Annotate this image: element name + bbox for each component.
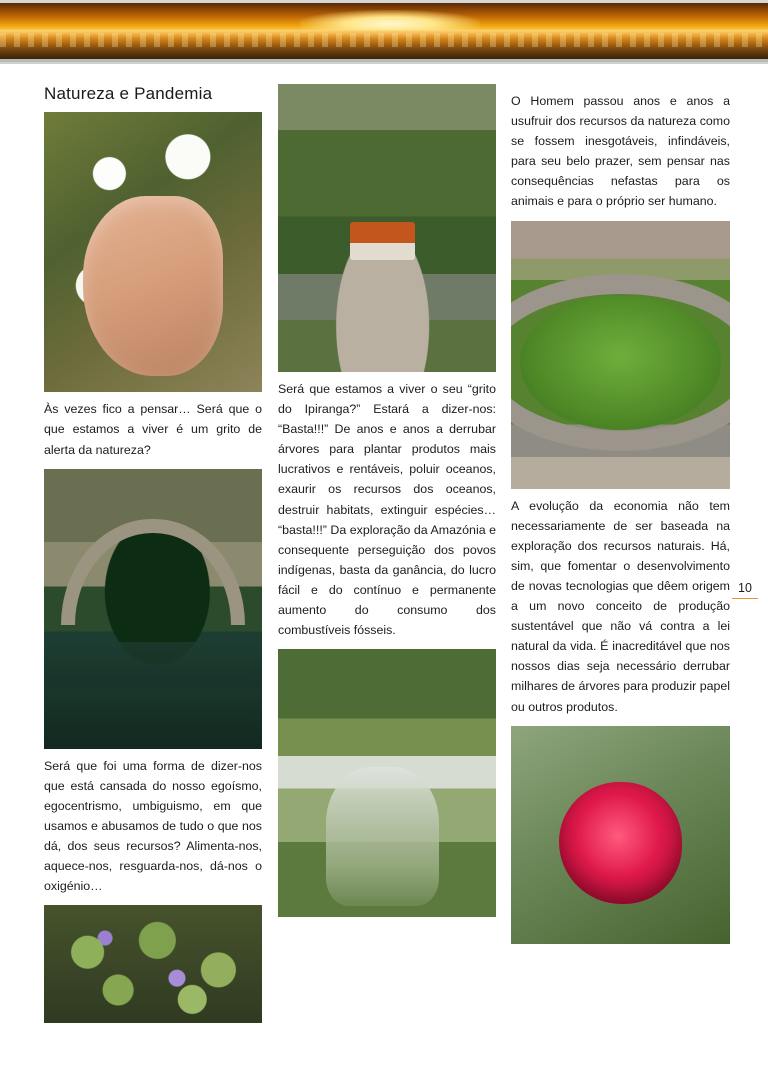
red-rose-photo: [511, 726, 730, 944]
hand-touching-daisies-photo: [44, 112, 262, 392]
column-left: [44, 84, 262, 1029]
paragraph-col3-1: O Homem passou anos e anos a usufruir dos recursos da natureza como se fossem inesgotáveis, infindáveis, para seu belo prazer, sem pensar nas consequências nefastas para os animais e para o próprio ser humano.: [511, 94, 730, 209]
page-content: [0, 62, 768, 1086]
algae-covered-pond-photo: [511, 221, 730, 489]
paragraph-col3-2: A evolução da economia não tem necessariamente de ser baseada na exploração dos recursos naturais. Há, sim, que fomentar o desenvolvimento de novas tecnologias que dêem origem a um novo conceito de produção sustentável que não vá contra a lei natural da vida. É inacreditável que nos nossos dias seja necessário derrubar milhares de árvores para produzir papel ou outros produtos.: [511, 498, 731, 714]
page-number-rule: [732, 598, 758, 599]
paragraph-col1-1: Às vezes fico a pensar… Será que o que estamos a viver é um grito de alerta da natureza?: [44, 402, 262, 457]
green-valley-with-house-photo: [278, 84, 496, 372]
stone-bridge-over-river-photo: [44, 469, 262, 749]
paragraph-col2-1: Será que estamos a viver o seu “grito do Ipiranga?” Estará a dizer-nos: “Basta!!!” De anos e anos a derrubar árvores para plantar produtos mais lucrativos e rentáveis, poluir oceanos, exaurir os recursos dos oceanos, destruir habitats, extinguir espécies… “basta!!!” Da exploração da Amazónia e consequente perseguição dos povos indígenas, basta da ganância, do lucro fácil e do contínuo e permanente aumento do consumo dos combustíveis fósseis.: [278, 382, 496, 638]
banner-frame: [0, 0, 768, 62]
sunset-banner-image: [0, 0, 768, 62]
page-title: Natureza e Pandemia: [44, 84, 213, 103]
page-number: 10: [738, 581, 752, 595]
column-right: [511, 84, 730, 950]
column-center: [278, 84, 496, 923]
page-number-container: [732, 582, 758, 599]
forest-stream-photo: [278, 649, 496, 917]
water-lilies-pond-photo: [44, 905, 262, 1023]
paragraph-col1-2: Será que foi uma forma de dizer-nos que está cansada do nosso egoísmo, egocentrismo, umbiguismo, em que usamos e abusamos de tudo o que nos dá, dos seus recursos? Alimenta-nos, aquece-nos, resguarda-nos, dá-nos o oxigénio…: [44, 758, 262, 894]
